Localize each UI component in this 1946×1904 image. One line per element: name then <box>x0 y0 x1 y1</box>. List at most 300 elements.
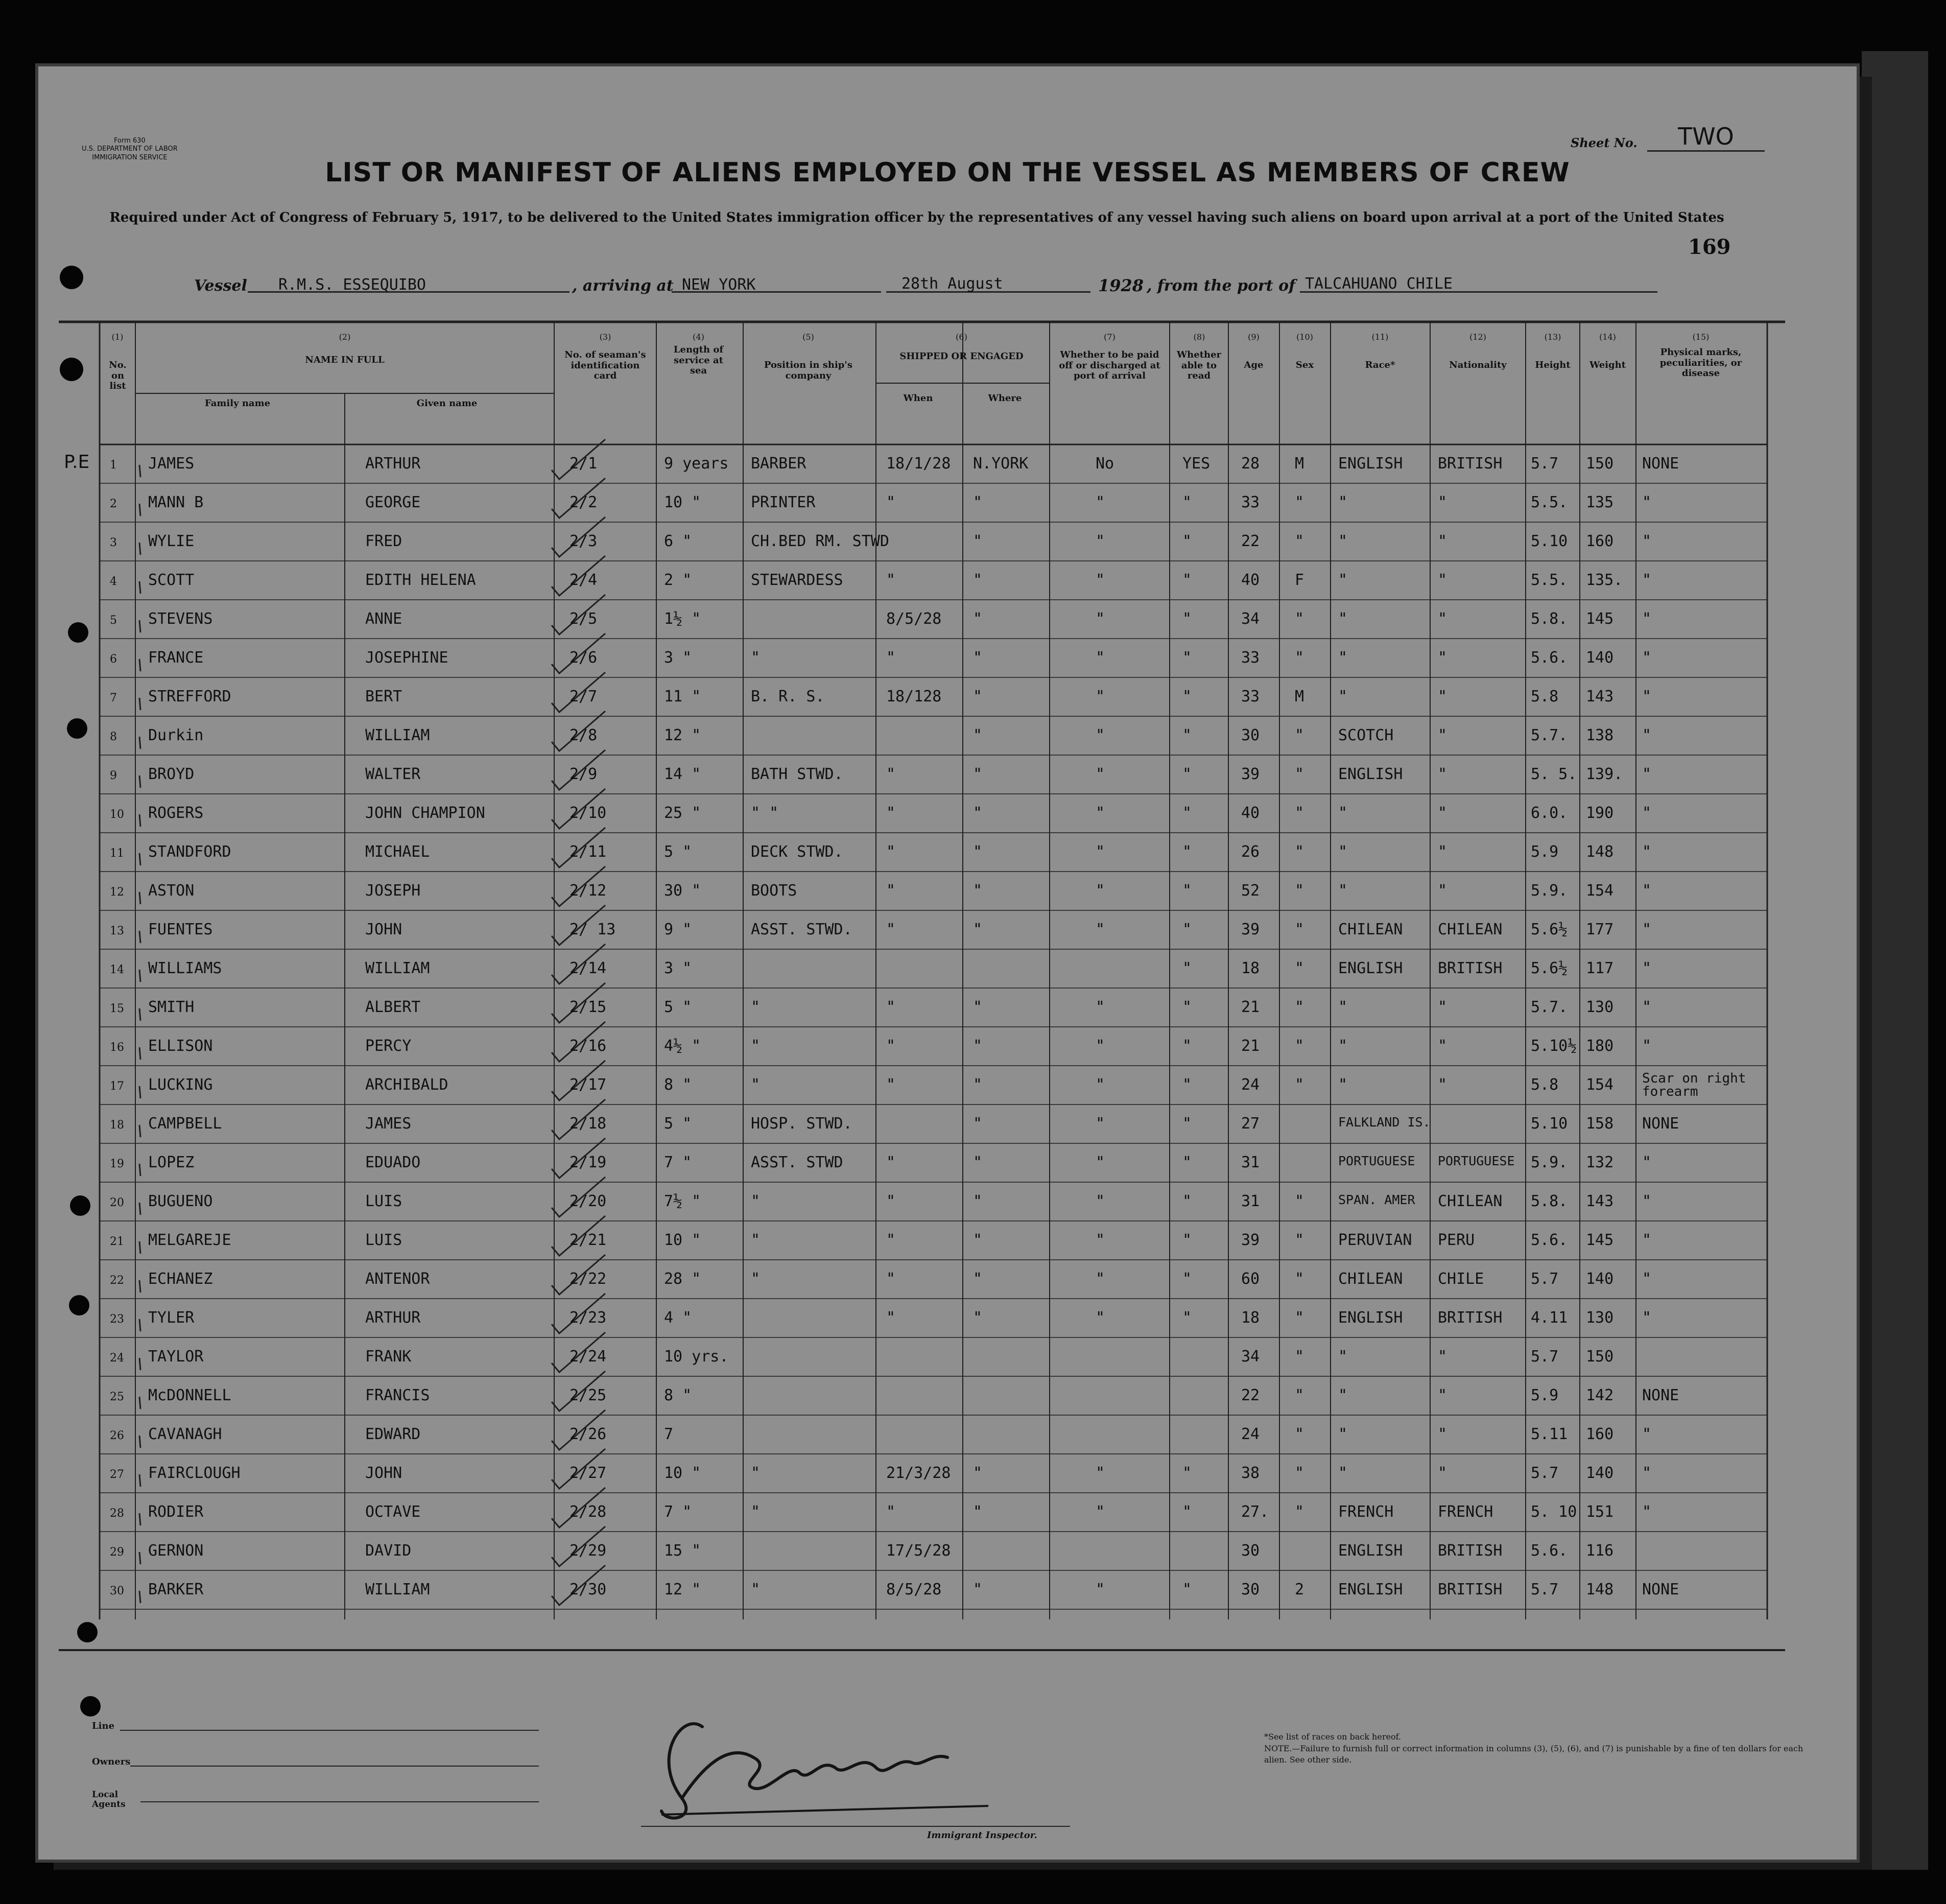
family-name: WYLIE <box>148 532 195 550</box>
age: 22 <box>1241 532 1260 550</box>
engaged-date: " <box>886 1270 896 1288</box>
col10-header: Sex <box>1295 360 1314 370</box>
tick-icon <box>139 1397 140 1409</box>
age: 30 <box>1241 1542 1260 1560</box>
ship-position: " <box>751 1037 761 1055</box>
col3-header: No. of seaman's identification card <box>564 349 646 382</box>
id-card-number: 2/7 <box>569 688 598 706</box>
ship-position: " <box>751 1192 761 1210</box>
physical-marks: NONE <box>1642 1386 1679 1404</box>
given-name: ALBERT <box>365 998 421 1016</box>
family-name: ECHANEZ <box>148 1270 213 1288</box>
physical-marks: " <box>1642 726 1652 744</box>
sex: " <box>1295 1037 1304 1055</box>
tick-icon <box>139 931 140 943</box>
row-number: 26 <box>110 1429 124 1442</box>
col13-number: (13) <box>1544 332 1561 342</box>
height: 5.9. <box>1531 882 1568 900</box>
engaged-place: " <box>973 843 983 861</box>
engaged-date: " <box>886 1076 896 1094</box>
physical-marks: " <box>1642 1154 1652 1171</box>
engaged-date: " <box>886 649 896 667</box>
tick-icon <box>139 814 140 827</box>
race: ENGLISH <box>1338 1542 1403 1560</box>
sex: " <box>1295 921 1304 938</box>
weight: 160 <box>1586 1425 1614 1443</box>
row-number: 3 <box>110 536 117 549</box>
row-number: 4 <box>110 575 117 588</box>
paid-off: " <box>1096 1192 1105 1210</box>
col14-header: Weight <box>1589 360 1626 370</box>
tick-icon <box>139 1008 140 1021</box>
inspector-signature <box>621 1696 1029 1829</box>
family-name: FRANCE <box>148 649 204 667</box>
paid-off: " <box>1096 1270 1105 1288</box>
binder-hole <box>68 622 88 643</box>
row-number: 7 <box>110 692 117 704</box>
engaged-place: " <box>973 1464 983 1482</box>
able-to-read: " <box>1182 765 1192 783</box>
race: " <box>1338 493 1348 511</box>
sex: M <box>1295 455 1304 473</box>
row-number: 24 <box>110 1352 124 1365</box>
length-of-service: 6 " <box>664 532 692 550</box>
engaged-place: " <box>973 1270 983 1288</box>
col10-number: (10) <box>1296 332 1313 342</box>
given-name: WILLIAM <box>365 959 430 977</box>
family-name: TYLER <box>148 1309 195 1327</box>
physical-marks: " <box>1642 882 1652 900</box>
family-name: ASTON <box>148 882 195 900</box>
departure-port: TALCAHUANO CHILE <box>1305 275 1453 293</box>
id-card-number: 2/18 <box>569 1115 607 1133</box>
age: 27. <box>1241 1503 1269 1521</box>
age: 33 <box>1241 493 1260 511</box>
given-name: FRED <box>365 532 402 550</box>
weight: 148 <box>1586 843 1614 861</box>
engaged-date: 18/128 <box>886 688 942 706</box>
physical-marks: " <box>1642 493 1652 511</box>
id-card-number: 2/19 <box>569 1154 607 1171</box>
weight: 151 <box>1586 1503 1614 1521</box>
row-number: 6 <box>110 653 117 666</box>
family-name: GERNON <box>148 1542 204 1560</box>
col9-number: (9) <box>1248 332 1260 342</box>
paid-off: " <box>1096 571 1105 589</box>
physical-marks: Scar on right forearm <box>1642 1071 1746 1099</box>
engaged-place: " <box>973 571 983 589</box>
ship-position: CH.BED RM. STWD <box>751 532 889 550</box>
nationality: BRITISH <box>1438 1309 1503 1327</box>
tick-icon <box>139 1358 140 1370</box>
race: " <box>1338 1386 1348 1404</box>
col11-header: Race* <box>1365 360 1395 370</box>
ship-position: BATH STWD. <box>751 765 843 783</box>
physical-marks: " <box>1642 998 1652 1016</box>
weight: 154 <box>1586 882 1614 900</box>
age: 33 <box>1241 649 1260 667</box>
given-name: JOSEPH <box>365 882 421 900</box>
nationality: " <box>1438 765 1447 783</box>
race: " <box>1338 1348 1348 1366</box>
sex: " <box>1295 1076 1304 1094</box>
race: " <box>1338 688 1348 706</box>
family-name: Durkin <box>148 726 204 744</box>
engaged-place: " <box>973 1503 983 1521</box>
row-number: 8 <box>110 731 117 743</box>
engaged-date: " <box>886 1037 896 1055</box>
age: 18 <box>1241 1309 1260 1327</box>
id-card-number: 2/26 <box>569 1425 607 1443</box>
vessel-name: R.M.S. ESSEQUIBO <box>278 276 426 294</box>
race: CHILEAN <box>1338 921 1403 938</box>
given-name: LUIS <box>365 1192 402 1210</box>
weight: 130 <box>1586 998 1614 1016</box>
paid-off: " <box>1096 688 1105 706</box>
id-card-number: 2/9 <box>569 765 598 783</box>
id-card-number: 2/3 <box>569 532 598 550</box>
ship-position: " <box>751 649 761 667</box>
engaged-place: " <box>973 1154 983 1171</box>
tick-icon <box>139 504 140 516</box>
able-to-read: " <box>1182 532 1192 550</box>
ship-position: ASST. STWD <box>751 1154 843 1171</box>
engaged-date: " <box>886 843 896 861</box>
age: 31 <box>1241 1192 1260 1210</box>
able-to-read: " <box>1182 493 1192 511</box>
manifest-sheet <box>38 66 1857 1860</box>
tick-icon <box>139 1241 140 1254</box>
family-name: ROGERS <box>148 804 204 822</box>
engaged-place: " <box>973 649 983 667</box>
age: 31 <box>1241 1154 1260 1171</box>
row-number: 10 <box>110 808 124 821</box>
id-card-number: 2/12 <box>569 882 607 900</box>
able-to-read: " <box>1182 959 1192 977</box>
ship-position: " <box>751 1503 761 1521</box>
physical-marks: " <box>1642 1309 1652 1327</box>
weight: 145 <box>1586 1231 1614 1249</box>
given-name: PERCY <box>365 1037 412 1055</box>
physical-marks: " <box>1642 1270 1652 1288</box>
page-number: 169 <box>1688 235 1731 259</box>
engaged-place: " <box>973 610 983 628</box>
height: 6.0. <box>1531 804 1568 822</box>
id-card-number: 2/10 <box>569 804 607 822</box>
paid-off: " <box>1096 1076 1105 1094</box>
given-name: ANNE <box>365 610 402 628</box>
given-name: EDWARD <box>365 1425 421 1443</box>
height: 5. 10 <box>1531 1503 1577 1521</box>
engaged-date: " <box>886 1231 896 1249</box>
race: CHILEAN <box>1338 1270 1403 1288</box>
weight: 135 <box>1586 493 1614 511</box>
height: 5.5. <box>1531 571 1568 589</box>
nationality: " <box>1438 649 1447 667</box>
row-number: 21 <box>110 1235 124 1248</box>
col2-header: NAME IN FULL <box>305 355 385 365</box>
height: 5.7 <box>1531 455 1559 473</box>
age: 30 <box>1241 1581 1260 1599</box>
given-name: ARTHUR <box>365 455 421 473</box>
length-of-service: 11 " <box>664 688 701 706</box>
nationality: " <box>1438 882 1447 900</box>
row-number: 18 <box>110 1119 124 1132</box>
height: 4.11 <box>1531 1309 1568 1327</box>
col6a-header: When <box>903 393 933 404</box>
race: ENGLISH <box>1338 959 1403 977</box>
row-number: 12 <box>110 886 124 899</box>
nationality: CHILEAN <box>1438 921 1503 938</box>
margin-note: P.E <box>64 452 90 473</box>
length-of-service: 7 <box>664 1425 674 1443</box>
nationality: " <box>1438 843 1447 861</box>
family-name: MELGAREJE <box>148 1231 231 1249</box>
physical-marks: " <box>1642 765 1652 783</box>
id-card-number: 2/15 <box>569 998 607 1016</box>
id-card-number: 2/8 <box>569 726 598 744</box>
nationality: PERU <box>1438 1231 1475 1249</box>
given-name: ARCHIBALD <box>365 1076 448 1094</box>
sex: " <box>1295 1503 1304 1521</box>
tick-icon <box>139 1047 140 1060</box>
race: SCOTCH <box>1338 726 1394 744</box>
family-name: CAVANAGH <box>148 1425 222 1443</box>
race: " <box>1338 1076 1348 1094</box>
ship-position: " <box>751 1581 761 1599</box>
physical-marks: " <box>1642 571 1652 589</box>
engaged-date: " <box>886 1154 896 1171</box>
given-name: FRANCIS <box>365 1386 430 1404</box>
ship-position: " " <box>751 804 779 822</box>
paid-off: " <box>1096 493 1105 511</box>
row-number: 1 <box>110 459 117 472</box>
given-name: EDUADO <box>365 1154 421 1171</box>
row-number: 25 <box>110 1391 124 1403</box>
engaged-place: " <box>973 998 983 1016</box>
nationality: " <box>1438 571 1447 589</box>
paid-off: " <box>1096 649 1105 667</box>
engaged-date: " <box>886 765 896 783</box>
sex: " <box>1295 765 1304 783</box>
engaged-place: " <box>973 882 983 900</box>
age: 28 <box>1241 455 1260 473</box>
family-name: JAMES <box>148 455 195 473</box>
race: ENGLISH <box>1338 765 1403 783</box>
race: ENGLISH <box>1338 1309 1403 1327</box>
nationality: CHILEAN <box>1438 1192 1503 1210</box>
race: " <box>1338 804 1348 822</box>
binder-hole <box>77 1622 98 1642</box>
able-to-read: " <box>1182 998 1192 1016</box>
able-to-read: " <box>1182 1037 1192 1055</box>
binder-hole <box>69 1295 89 1315</box>
race: ENGLISH <box>1338 455 1403 473</box>
row-number: 30 <box>110 1585 124 1597</box>
length-of-service: 7 " <box>664 1154 692 1171</box>
length-of-service: 30 " <box>664 882 701 900</box>
arrival-port: NEW YORK <box>682 276 756 294</box>
race: " <box>1338 1425 1348 1443</box>
engaged-date: 8/5/28 <box>886 1581 942 1599</box>
height: 5.11 <box>1531 1425 1568 1443</box>
tick-icon <box>139 970 140 982</box>
paid-off: " <box>1096 765 1105 783</box>
age: 33 <box>1241 688 1260 706</box>
row-number: 20 <box>110 1196 124 1209</box>
nationality: " <box>1438 1464 1447 1482</box>
id-card-number: 2/20 <box>569 1192 607 1210</box>
sex: " <box>1295 959 1304 977</box>
tick-icon <box>139 1513 140 1525</box>
height: 5.10½ <box>1531 1037 1577 1055</box>
weight: 140 <box>1586 649 1614 667</box>
engaged-place: " <box>973 1115 983 1133</box>
length-of-service: 8 " <box>664 1076 692 1094</box>
col11-number: (11) <box>1371 332 1389 342</box>
id-card-number: 2/23 <box>569 1309 607 1327</box>
races-note: *See list of races on back hereof. <box>1264 1732 1402 1742</box>
height: 5.7 <box>1531 1270 1559 1288</box>
col6-header: SHIPPED OR ENGAGED <box>899 351 1024 362</box>
family-name: TAYLOR <box>148 1348 204 1366</box>
length-of-service: 2 " <box>664 571 692 589</box>
given-name: JOHN <box>365 1464 402 1482</box>
weight: 130 <box>1586 1309 1614 1327</box>
col8-number: (8) <box>1193 332 1205 342</box>
weight: 143 <box>1586 1192 1614 1210</box>
col1-header: No. on list <box>109 360 127 392</box>
col7-header: Whether to be paid off or discharged at port of arrival <box>1059 349 1160 382</box>
height: 5.7 <box>1531 1348 1559 1366</box>
engaged-place: " <box>973 804 983 822</box>
engaged-place: " <box>973 1231 983 1249</box>
sex: " <box>1295 1386 1304 1404</box>
nationality: PORTUGUESE <box>1438 1154 1515 1168</box>
family-name: LOPEZ <box>148 1154 195 1171</box>
sex: " <box>1295 610 1304 628</box>
sex: " <box>1295 1270 1304 1288</box>
weight: 160 <box>1586 532 1614 550</box>
length-of-service: 25 " <box>664 804 701 822</box>
ship-position: PRINTER <box>751 493 816 511</box>
sex: " <box>1295 532 1304 550</box>
sex: " <box>1295 1464 1304 1482</box>
height: 5.7. <box>1531 726 1568 744</box>
family-name: STREFFORD <box>148 688 231 706</box>
id-card-number: 2/22 <box>569 1270 607 1288</box>
nationality: " <box>1438 1037 1447 1055</box>
id-card-number: 2/6 <box>569 649 598 667</box>
sheet-number-value: TWO <box>1647 123 1765 152</box>
race: FRENCH <box>1338 1503 1394 1521</box>
height: 5.9. <box>1531 1154 1568 1171</box>
binder-hole <box>80 1696 101 1717</box>
given-name: DAVID <box>365 1542 412 1560</box>
nationality: " <box>1438 726 1447 744</box>
id-card-number: 2/14 <box>569 959 607 977</box>
col1-number: (1) <box>111 332 124 342</box>
nationality: FRENCH <box>1438 1503 1493 1521</box>
age: 38 <box>1241 1464 1260 1482</box>
binder-hole <box>67 718 87 739</box>
tick-icon <box>139 737 140 749</box>
family-name: BARKER <box>148 1581 204 1599</box>
length-of-service: 4½ " <box>664 1037 701 1055</box>
weight: 158 <box>1586 1115 1614 1133</box>
able-to-read: " <box>1182 1076 1192 1094</box>
engaged-date: 17/5/28 <box>886 1542 951 1560</box>
tick-icon <box>139 465 140 477</box>
row-number: 2 <box>110 498 117 510</box>
engaged-date: " <box>886 571 896 589</box>
arrival-year: 1928 <box>1098 276 1144 295</box>
height: 5.10 <box>1531 1115 1568 1133</box>
col14-number: (14) <box>1599 332 1616 342</box>
age: 21 <box>1241 1037 1260 1055</box>
nationality: CHILE <box>1438 1270 1484 1288</box>
tick-icon <box>139 775 140 788</box>
length-of-service: 7½ " <box>664 1192 701 1210</box>
tick-icon <box>139 1125 140 1137</box>
col5-number: (5) <box>802 332 814 342</box>
sex: " <box>1295 1231 1304 1249</box>
row-number: 14 <box>110 963 124 976</box>
engaged-place: N.YORK <box>973 455 1029 473</box>
paid-off: " <box>1096 1115 1105 1133</box>
family-name: BUGUENO <box>148 1192 213 1210</box>
binder-hole <box>60 266 83 289</box>
race: " <box>1338 571 1348 589</box>
engaged-place: " <box>973 1037 983 1055</box>
family-name: SMITH <box>148 998 195 1016</box>
owners-label: Owners <box>92 1756 131 1767</box>
arriving-label: , arriving at <box>572 277 674 295</box>
col12-number: (12) <box>1469 332 1486 342</box>
race: " <box>1338 843 1348 861</box>
tick-icon <box>139 1474 140 1487</box>
id-card-number: 2/11 <box>569 843 607 861</box>
weight: 138 <box>1586 726 1614 744</box>
nationality: BRITISH <box>1438 959 1503 977</box>
nationality: " <box>1438 998 1447 1016</box>
id-card-number: 2/29 <box>569 1542 607 1560</box>
row-number: 19 <box>110 1158 124 1170</box>
sex: " <box>1295 804 1304 822</box>
engaged-place: " <box>973 1309 983 1327</box>
sex: " <box>1295 1309 1304 1327</box>
id-card-number: 2/2 <box>569 493 598 511</box>
length-of-service: 1½ " <box>664 610 701 628</box>
age: 60 <box>1241 1270 1260 1288</box>
weight: 132 <box>1586 1154 1614 1171</box>
paid-off: " <box>1096 1464 1105 1482</box>
tick-icon <box>139 892 140 904</box>
nationality: " <box>1438 804 1447 822</box>
paid-off: " <box>1096 610 1105 628</box>
sex: F <box>1295 571 1304 589</box>
physical-marks: " <box>1642 1037 1652 1055</box>
length-of-service: 5 " <box>664 843 692 861</box>
given-name: EDITH HELENA <box>365 571 476 589</box>
weight: 117 <box>1586 959 1614 977</box>
race: " <box>1338 532 1348 550</box>
engaged-place: " <box>973 1581 983 1599</box>
engaged-date: " <box>886 1192 896 1210</box>
engaged-date: " <box>886 998 896 1016</box>
height: 5.6½ <box>1531 959 1568 977</box>
race: " <box>1338 610 1348 628</box>
